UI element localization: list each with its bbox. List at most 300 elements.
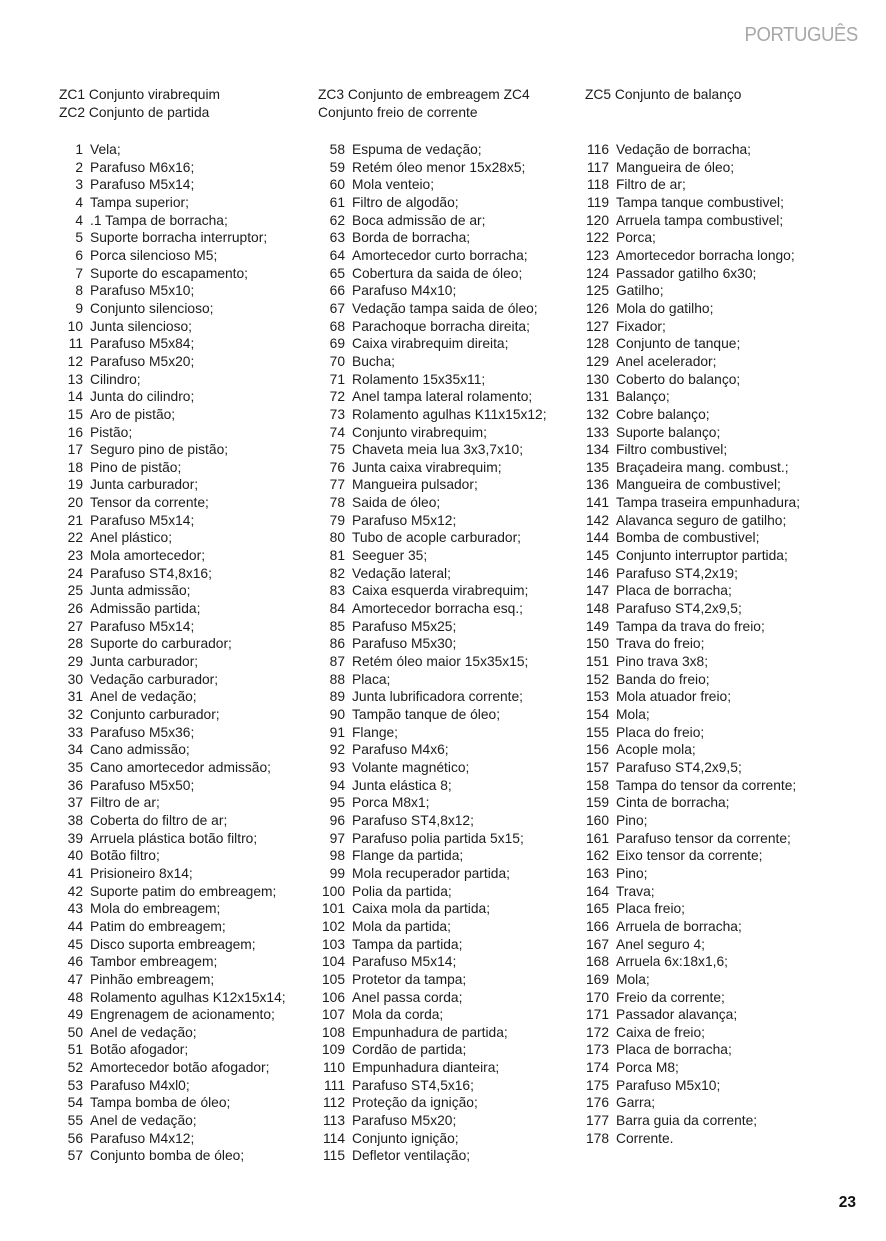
part-number: 84	[329, 601, 345, 617]
part-item	[50, 688, 286, 706]
part-number: 90	[329, 707, 345, 722]
part-number: 43	[67, 901, 83, 917]
part-text: Caixa mola da partida;	[352, 901, 491, 917]
part-text: Filtro de ar;	[90, 795, 160, 811]
part-item	[312, 459, 547, 477]
part-number: 154	[585, 707, 609, 722]
part-text: Retém óleo menor 15x28x5;	[352, 159, 526, 175]
part-text: Parafuso M5x14;	[90, 618, 195, 634]
part-item	[50, 459, 286, 477]
part-item	[312, 406, 547, 424]
part-number: 177	[585, 1113, 609, 1129]
part-item	[572, 918, 800, 936]
part-item	[50, 1059, 286, 1077]
part-number: 54	[67, 1095, 83, 1111]
part-item	[572, 1006, 800, 1024]
part-item	[312, 476, 547, 494]
part-number: 167	[585, 936, 609, 952]
part-item	[572, 706, 800, 724]
part-item	[572, 847, 800, 865]
part-number: 17	[67, 442, 83, 458]
part-text: Cobertura da saida de óleo;	[352, 265, 523, 281]
part-number: 69	[329, 336, 345, 352]
part-text: Tampa bomba de óleo;	[90, 1095, 231, 1111]
part-text: Protetor da tampa;	[352, 971, 467, 987]
part-item	[312, 371, 547, 389]
part-number: 61	[329, 194, 345, 210]
part-number: 64	[329, 247, 345, 263]
part-item	[50, 512, 286, 530]
section-header-line: ZC1 Conjunto virabrequim	[59, 87, 221, 102]
part-number: 60	[329, 177, 345, 193]
part-number: 178	[585, 1130, 609, 1146]
part-number: 100	[321, 883, 345, 899]
part-text: Anel plástico;	[90, 530, 173, 546]
part-number: 126	[585, 300, 609, 316]
part-text: Mola;	[616, 971, 650, 987]
part-number: 75	[329, 442, 345, 458]
part-text: Mola do embreagem;	[90, 901, 221, 917]
part-number: 102	[321, 918, 345, 934]
part-item	[50, 265, 286, 283]
part-text: Parafuso M5x25;	[352, 618, 457, 634]
part-number: 173	[585, 1042, 609, 1058]
part-item	[572, 424, 800, 442]
part-text: Conjunto interruptor partida;	[616, 548, 788, 564]
part-text: Bomba de combustivel;	[616, 530, 760, 546]
part-text: Parafuso M5x12;	[352, 512, 457, 528]
part-number: 92	[329, 742, 345, 758]
part-number: 4	[75, 212, 83, 228]
part-number: 73	[329, 406, 345, 422]
part-item	[312, 1130, 547, 1148]
part-item	[572, 635, 800, 653]
part-text: Mola da partida;	[352, 918, 451, 934]
part-item	[50, 741, 286, 759]
parts-column-2	[312, 141, 547, 1165]
part-number: 145	[585, 548, 609, 564]
part-text: Conjunto de tanque;	[616, 336, 741, 352]
part-text: Botão filtro;	[90, 848, 160, 864]
part-number: 111	[324, 1077, 345, 1093]
part-item	[572, 724, 800, 742]
part-number: 85	[329, 618, 345, 634]
part-number: 122	[585, 230, 609, 246]
part-item	[572, 1094, 800, 1112]
part-text: Placa do freio;	[616, 724, 705, 740]
part-text: Mola;	[616, 707, 650, 722]
part-item	[50, 229, 286, 247]
part-number: 72	[329, 389, 345, 405]
part-item	[312, 318, 547, 336]
part-number: 23	[67, 548, 83, 564]
part-number: 20	[67, 495, 83, 511]
part-number: 158	[585, 777, 609, 793]
part-text: Parafuso M4x12;	[90, 1130, 195, 1146]
part-item	[312, 441, 547, 459]
part-item	[572, 282, 800, 300]
part-item	[572, 1077, 800, 1095]
part-text: Tampa do tensor da corrente;	[616, 777, 797, 793]
part-item	[312, 1077, 547, 1095]
part-text: Suporte do escapamento;	[90, 265, 249, 281]
part-text: Vedação carburador;	[90, 671, 219, 687]
part-number: 107	[321, 1007, 345, 1023]
part-text: Prisioneiro 8x14;	[90, 865, 193, 881]
part-number: 132	[585, 406, 609, 422]
part-number: 89	[329, 689, 345, 705]
part-item	[572, 159, 800, 177]
part-item	[572, 318, 800, 336]
part-item	[572, 212, 800, 230]
part-item	[312, 794, 547, 812]
part-text: Arruela plástica botão filtro;	[90, 830, 258, 846]
part-item	[572, 547, 800, 565]
part-text: Junta do cilindro;	[90, 389, 195, 405]
part-item	[312, 1112, 547, 1130]
part-number: 27	[67, 618, 83, 634]
part-number: 88	[329, 671, 345, 687]
part-number: 159	[585, 795, 609, 811]
part-number: 175	[585, 1077, 609, 1093]
part-number: 176	[585, 1095, 609, 1111]
part-text: Arruela tampa combustivel;	[616, 212, 784, 228]
part-text: Parafuso M6x16;	[90, 159, 195, 175]
part-item	[572, 406, 800, 424]
part-item	[50, 212, 286, 230]
part-item	[572, 459, 800, 477]
part-item	[50, 618, 286, 636]
part-item	[312, 1147, 547, 1165]
part-text: Anel de vedação;	[90, 1024, 197, 1040]
part-number: 21	[67, 512, 83, 528]
part-number: 68	[329, 318, 345, 334]
part-item	[572, 565, 800, 583]
part-item	[50, 441, 286, 459]
part-item	[312, 582, 547, 600]
part-item	[572, 335, 800, 353]
part-number: 96	[329, 812, 345, 828]
part-number: 18	[67, 459, 83, 475]
part-number: 46	[67, 954, 83, 970]
part-number: 98	[329, 848, 345, 864]
part-item	[50, 971, 286, 989]
part-text: Tampa traseira empunhadura;	[616, 495, 801, 511]
part-text: Botão afogador;	[90, 1042, 189, 1058]
part-text: Parafuso M5x14;	[90, 512, 195, 528]
part-text: Junta lubrificadora corrente;	[352, 689, 524, 705]
part-text: Tensor da corrente;	[90, 495, 209, 511]
part-text: Vedação de borracha;	[616, 142, 752, 157]
part-number: 131	[585, 389, 609, 405]
part-item	[312, 918, 547, 936]
part-number: 35	[67, 759, 83, 775]
part-item	[312, 600, 547, 618]
part-text: Mola da corda;	[352, 1007, 444, 1023]
part-item	[312, 706, 547, 724]
part-number: 141	[585, 495, 609, 511]
part-text: Tubo de acople carburador;	[352, 530, 521, 546]
part-number: 15	[67, 406, 83, 422]
parts-column-1	[50, 141, 286, 1165]
part-text: Parafuso M4x6;	[352, 742, 449, 758]
part-number: 37	[67, 795, 83, 811]
part-text: Mola recuperador partida;	[352, 865, 510, 881]
part-number: 7	[75, 265, 83, 281]
part-number: 32	[67, 707, 83, 722]
part-number: 38	[67, 812, 83, 828]
part-item	[572, 582, 800, 600]
part-number: 142	[585, 512, 609, 528]
part-number: 74	[329, 424, 345, 440]
part-number: 70	[329, 353, 345, 369]
part-item	[312, 953, 547, 971]
part-item	[572, 936, 800, 954]
part-number: 105	[321, 971, 345, 987]
part-item	[572, 618, 800, 636]
part-text: Parafuso M4xl0;	[90, 1077, 190, 1093]
part-item	[50, 989, 286, 1007]
part-item	[312, 812, 547, 830]
part-item	[572, 247, 800, 265]
part-item	[572, 759, 800, 777]
part-item	[312, 353, 547, 371]
part-text: Bucha;	[352, 353, 395, 369]
part-text: Flange da partida;	[352, 848, 464, 864]
part-text: Retém óleo maior 15x35x15;	[352, 654, 529, 670]
part-item	[50, 1112, 286, 1130]
part-item	[312, 229, 547, 247]
part-item	[50, 1147, 286, 1165]
part-item	[572, 512, 800, 530]
section-header-zc5	[585, 86, 741, 104]
part-item	[572, 529, 800, 547]
part-text: Patim do embreagem;	[90, 918, 226, 934]
part-number: 171	[585, 1007, 609, 1023]
part-text: Admissão partida;	[90, 601, 201, 617]
part-text: Mangueira de óleo;	[616, 159, 735, 175]
part-number: 134	[585, 442, 609, 458]
part-text: Anel de vedação;	[90, 1113, 197, 1129]
part-text: Trava;	[616, 883, 655, 899]
part-number: 24	[67, 565, 83, 581]
part-number: 128	[585, 336, 609, 352]
part-number: 151	[585, 654, 609, 670]
part-number: 10	[67, 318, 83, 334]
part-number: 12	[67, 353, 83, 369]
part-item	[50, 865, 286, 883]
part-text: Porca silencioso M5;	[90, 247, 218, 263]
part-number: 86	[329, 636, 345, 652]
part-item	[50, 424, 286, 442]
part-item	[50, 247, 286, 265]
part-text: Mangueira pulsador;	[352, 477, 478, 493]
part-number: 25	[67, 583, 83, 599]
part-item	[572, 812, 800, 830]
part-number: 13	[67, 371, 83, 387]
part-text: Espuma de vedação;	[352, 142, 482, 157]
part-number: 109	[321, 1042, 345, 1058]
part-item	[50, 194, 286, 212]
part-item	[312, 565, 547, 583]
part-item	[572, 176, 800, 194]
part-number: 148	[585, 601, 609, 617]
section-header-zc3-zc4	[318, 86, 530, 121]
part-number: 91	[329, 724, 345, 740]
part-number: 152	[585, 671, 609, 687]
part-item	[312, 247, 547, 265]
part-number: 41	[67, 865, 83, 881]
part-number: 76	[329, 459, 345, 475]
part-item	[312, 653, 547, 671]
part-item	[312, 936, 547, 954]
part-item	[572, 441, 800, 459]
part-text: Mola do gatilho;	[616, 300, 714, 316]
part-text: Cilindro;	[90, 371, 141, 387]
part-number: 34	[67, 742, 83, 758]
part-item	[50, 159, 286, 177]
part-number: 55	[67, 1113, 83, 1129]
part-number: 36	[67, 777, 83, 793]
part-number: 3	[75, 177, 83, 193]
part-number: 33	[67, 724, 83, 740]
part-text: Conjunto ignição;	[352, 1130, 459, 1146]
part-text: Caixa de freio;	[616, 1024, 705, 1040]
part-number: 129	[585, 353, 609, 369]
part-text: Junta admissão;	[90, 583, 191, 599]
part-item	[312, 900, 547, 918]
part-item	[312, 635, 547, 653]
part-item	[312, 830, 547, 848]
part-text: Pistão;	[90, 424, 133, 440]
part-text: Parachoque borracha direita;	[352, 318, 530, 334]
part-text: Parafuso M5x14;	[352, 954, 457, 970]
part-number: 108	[321, 1024, 345, 1040]
part-number: 95	[329, 795, 345, 811]
part-number: 40	[67, 848, 83, 864]
part-item	[50, 371, 286, 389]
part-item	[50, 671, 286, 689]
part-number: 58	[329, 142, 345, 157]
section-header-line: ZC2 Conjunto de partida	[59, 104, 210, 120]
part-number: 160	[585, 812, 609, 828]
part-item	[312, 529, 547, 547]
part-text: .1 Tampa de borracha;	[90, 212, 228, 228]
part-text: Parafuso M5x20;	[90, 353, 195, 369]
part-text: Alavanca seguro de gatilho;	[616, 512, 787, 528]
part-text: Tampão tanque de óleo;	[352, 707, 501, 722]
part-number: 66	[329, 283, 345, 299]
part-text: Cano admissão;	[90, 742, 190, 758]
part-number: 80	[329, 530, 345, 546]
part-number: 77	[329, 477, 345, 493]
part-text: Pino trava 3x8;	[616, 654, 709, 670]
part-item	[312, 512, 547, 530]
part-item	[50, 141, 286, 159]
part-text: Proteção da ignição;	[352, 1095, 478, 1111]
part-item	[50, 1094, 286, 1112]
part-item	[312, 671, 547, 689]
part-number: 9	[75, 300, 83, 316]
section-header-line: Conjunto freio de corrente	[318, 104, 478, 120]
part-text: Parafuso ST4,2x9,5;	[616, 601, 742, 617]
part-text: Gatilho;	[616, 283, 664, 299]
part-text: Eixo tensor da corrente;	[616, 848, 763, 864]
part-text: Parafuso M5x10;	[616, 1077, 721, 1093]
part-item	[50, 353, 286, 371]
part-text: Parafuso M5x30;	[352, 636, 457, 652]
part-number: 14	[67, 389, 83, 405]
part-text: Banda do freio;	[616, 671, 710, 687]
part-item	[572, 353, 800, 371]
part-text: Vedação tampa saida de óleo;	[352, 300, 538, 316]
part-number: 119	[587, 194, 609, 210]
part-item	[312, 194, 547, 212]
part-text: Parafuso M5x10;	[90, 283, 195, 299]
part-text: Amortecedor borracha longo;	[616, 247, 795, 263]
part-item	[50, 847, 286, 865]
part-text: Defletor ventilação;	[352, 1148, 471, 1164]
part-number: 153	[585, 689, 609, 705]
part-text: Placa;	[352, 671, 391, 687]
part-number: 156	[585, 742, 609, 758]
part-number: 168	[585, 954, 609, 970]
part-text: Tampa da partida;	[352, 936, 463, 952]
part-text: Junta silencioso;	[90, 318, 193, 334]
part-text: Mola venteio;	[352, 177, 435, 193]
part-text: Passador gatilho 6x30;	[616, 265, 757, 281]
part-number: 110	[323, 1060, 345, 1076]
part-item	[50, 1006, 286, 1024]
part-number: 50	[67, 1024, 83, 1040]
part-item	[572, 865, 800, 883]
part-number: 116	[587, 142, 609, 157]
part-item	[312, 300, 547, 318]
part-text: Braçadeira mang. combust.;	[616, 459, 789, 475]
part-text: Parafuso M5x36;	[90, 724, 195, 740]
part-item	[312, 212, 547, 230]
part-text: Freio da corrente;	[616, 989, 725, 1005]
part-text: Parafuso ST4,8x16;	[90, 565, 212, 581]
part-number: 57	[67, 1148, 83, 1164]
part-text: Suporte patim do embreagem;	[90, 883, 277, 899]
part-text: Anel passa corda;	[352, 989, 463, 1005]
part-text: Barra guia da corrente;	[616, 1113, 758, 1129]
part-number: 115	[323, 1148, 345, 1164]
part-text: Flange;	[352, 724, 399, 740]
part-item	[50, 812, 286, 830]
part-text: Coberto do balanço;	[616, 371, 741, 387]
part-item	[50, 706, 286, 724]
part-number: 135	[585, 459, 609, 475]
part-text: Chaveta meia lua 3x3,7x10;	[352, 442, 524, 458]
part-text: Trava do freio;	[616, 636, 705, 652]
part-number: 147	[585, 583, 609, 599]
part-number: 172	[585, 1024, 609, 1040]
part-item	[312, 424, 547, 442]
part-number: 30	[67, 671, 83, 687]
part-item	[572, 741, 800, 759]
part-item	[312, 547, 547, 565]
part-item	[50, 1077, 286, 1095]
part-item	[572, 600, 800, 618]
part-item	[50, 529, 286, 547]
part-number: 97	[329, 830, 345, 846]
part-item	[572, 388, 800, 406]
part-item	[572, 1024, 800, 1042]
part-text: Amortecedor botão afogador;	[90, 1060, 270, 1076]
part-item	[312, 1041, 547, 1059]
